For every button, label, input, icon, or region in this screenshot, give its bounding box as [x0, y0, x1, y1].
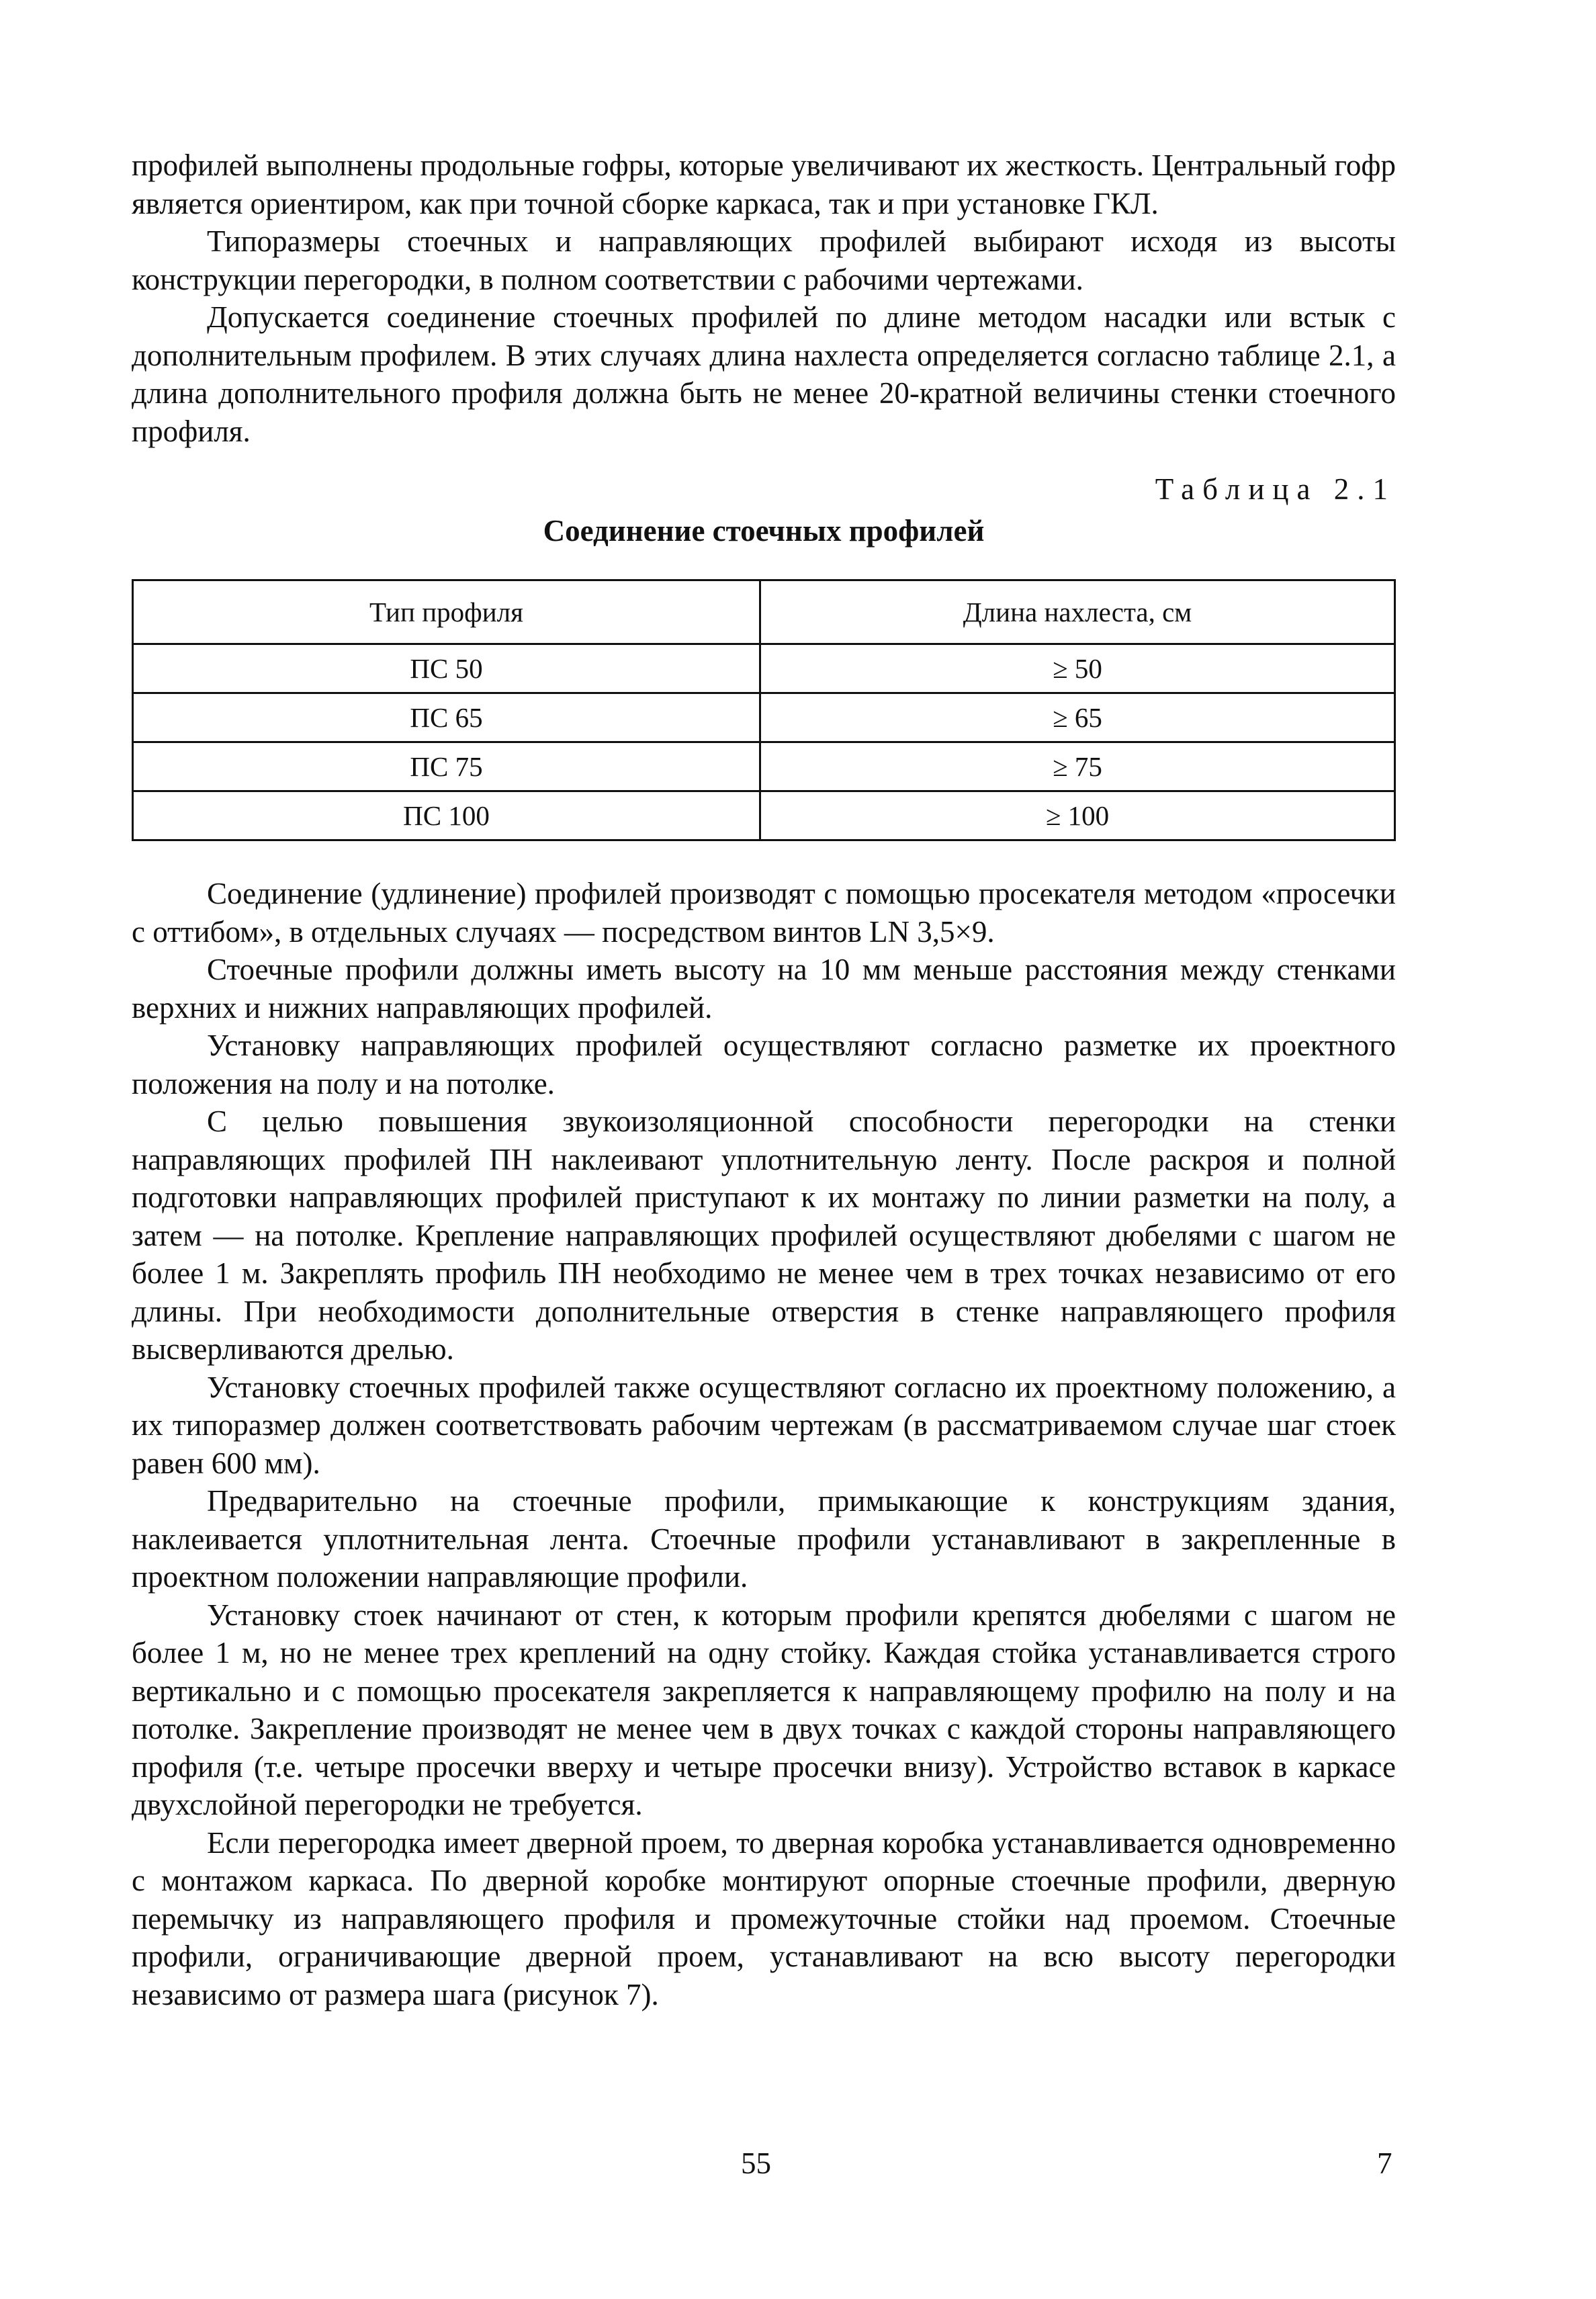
table-header-row	[133, 580, 1395, 644]
table-row	[133, 742, 1395, 791]
table-cell: ПС 100	[133, 791, 760, 840]
table-cell: ≥ 100	[760, 791, 1395, 840]
paragraph: Предварительно на стоечные профили, примыкающие к конструкциям здания, наклеивается уплотнительная лента. Стоечные профили устанавливают в закрепленные в проектном положении направляющие профили.	[132, 1484, 1396, 1594]
paragraph: профилей выполнены продольные гофры, которые увеличивают их жесткость. Центральный гофр является ориентиром, как при точной сборке каркаса, так и при установке ГКЛ.	[132, 148, 1396, 220]
profile-joint-table	[132, 579, 1396, 841]
table-row	[133, 693, 1395, 742]
paragraph: С целью повышения звукоизоляционной способности перегородки на стенки направляющих профилей ПН наклеивают уплотнительную ленту. После раскроя и полной подготовки направляющих профилей приступают к их монтажу по линии разметки на полу, а затем — на потолке. Крепление направляющих профилей осуществляют дюбелями с шагом не более 1 м. Закреплять профиль ПН необходимо не менее чем в трех точках независимо от его длины. При необходимости дополнительные отверстия в стенке направляющего профиля высверливаются дрелью.	[132, 1104, 1396, 1366]
paragraph: Установку стоек начинают от стен, к которым профили крепятся дюбелями с шагом не более 1 м, но не менее трех креплений на одну стойку. Каждая стойка устанавливается строго вертикально и с помощью просекателя закрепляется к направляющему профилю на полу и на потолке. Закрепление производят не менее чем в двух точках с каждой стороны направляющего профиля (т.е. четыре просечки вверху и четыре просечки внизу). Устройство вставок в каркасе двухслойной перегородки не требуется.	[132, 1598, 1396, 1821]
table-title: Соединение стоечных профилей	[543, 514, 985, 548]
paragraph: Типоразмеры стоечных и направляющих профилей выбирают исходя из высоты конструкции перегородки, в полном соответствии с рабочими чертежами.	[132, 224, 1396, 296]
table-row	[133, 791, 1395, 840]
document-page	[132, 146, 1396, 2013]
table-header-cell: Тип профиля	[133, 580, 760, 644]
paragraph: Стоечные профили должны иметь высоту на 10 мм меньше расстояния между стенками верхних и нижних направляющих профилей.	[132, 953, 1396, 1025]
paragraph: Допускается соединение стоечных профилей по длине методом насадки или встык с дополнительным профилем. В этих случаях длина нахлеста определяется согласно таблице 2.1, а длина дополнительного профиля должна быть не менее 20-кратной величины стенки стоечного профиля.	[132, 300, 1396, 448]
paragraph: Если перегородка имеет дверной проем, то дверная коробка устанавливается одновременно с монтажом каркаса. По дверной коробке монтируют опорные стоечные профили, дверную перемычку из направляющего профиля и промежуточные стойки над проемом. Стоечные профили, ограничивающие дверной проем, устанавливают на всю высоту перегородки независимо от размера шага (рисунок 7).	[132, 1825, 1396, 2011]
table-row	[133, 644, 1395, 693]
paragraph: Соединение (удлинение) профилей производят с помощью просекателя методом «просечки с оттибом», в отдельных случаях — посредством винтов LN 3,5×9.	[132, 877, 1396, 949]
sheet-number: 7	[1377, 2146, 1392, 2180]
table-cell: ≥ 75	[760, 742, 1395, 791]
paragraph: Установку стоечных профилей также осуществляют согласно их проектному положению, а их типоразмер должен соответствовать рабочим чертежам (в рассматриваемом случае шаг стоек равен 600 мм).	[132, 1370, 1396, 1480]
table-label: Таблица 2.1	[1155, 472, 1396, 506]
table-cell: ПС 65	[133, 693, 760, 742]
table-cell: ПС 75	[133, 742, 760, 791]
page-number: 55	[741, 2146, 771, 2180]
table-cell: ≥ 50	[760, 644, 1395, 693]
page-footer	[0, 2146, 1596, 2186]
table-cell: ПС 50	[133, 644, 760, 693]
paragraph: Установку направляющих профилей осуществляют согласно разметке их проектного положения на полу и на потолке.	[132, 1029, 1396, 1100]
table-cell: ≥ 65	[760, 693, 1395, 742]
table-header-cell: Длина нахлеста, см	[760, 580, 1395, 644]
